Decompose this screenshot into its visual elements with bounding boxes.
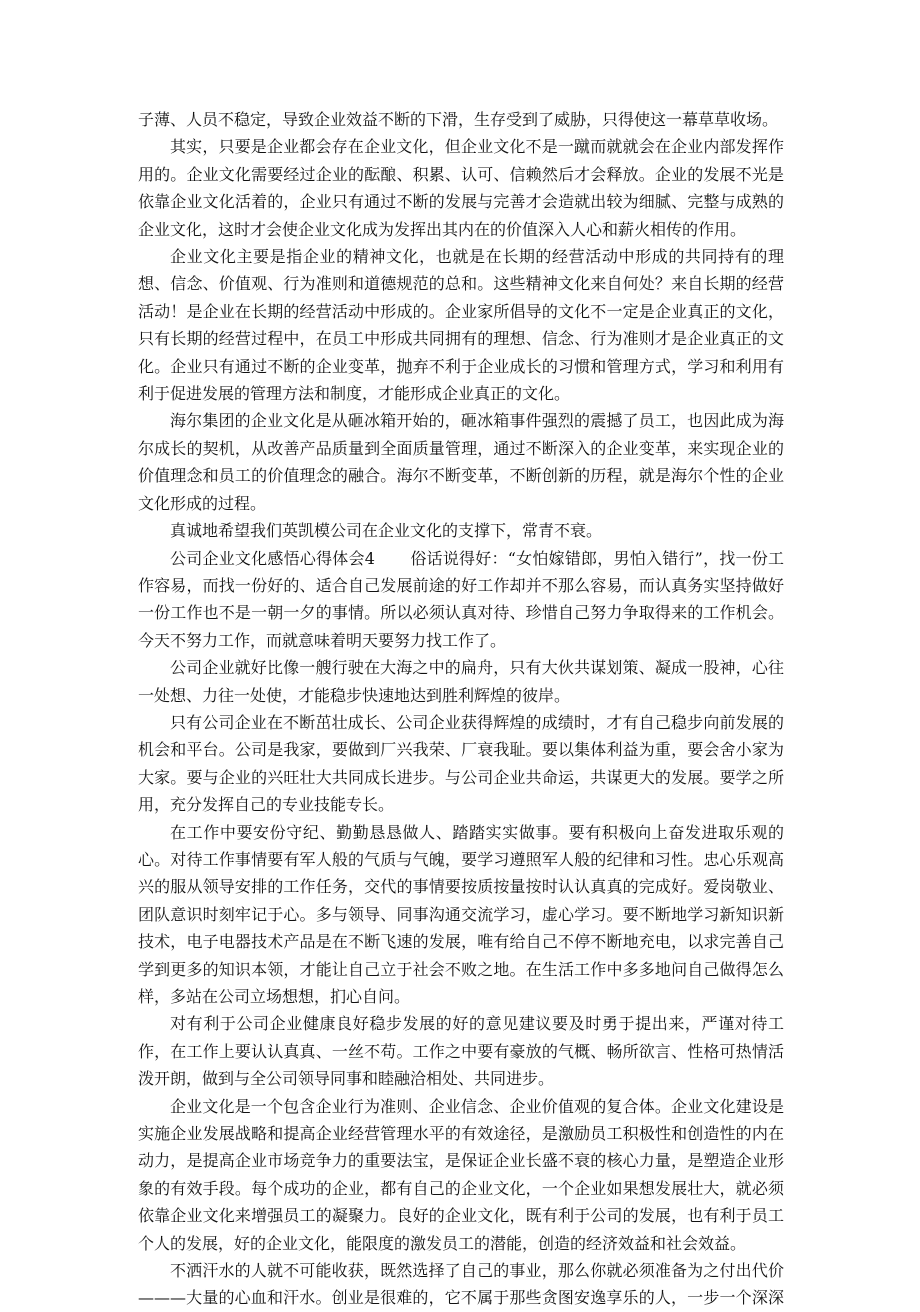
- paragraph-3: 企业文化主要是指企业的精神文化，也就是在长期的经营活动中形成的共同持有的理想、信念、价值观、行为准则和道德规范的总和。这些精神文化来自何处？来自长期的经营活动！是企业在长期的经营活动中形成的。企业家所倡导的文化不一定是企业真正的文化，只有长期的经营过程中，在员工中形成共同拥有的理想、信念、行为准则才是企业真正的文化。企业只有通过不断的企业变革，抛弃不利于企业成长的习惯和管理方式，学习和利用有利于促进发展的管理方法和制度，才能形成企业真正的文化。: [138, 247, 784, 404]
- paragraph-7: 公司企业就好比像一艘行驶在大海之中的扁舟，只有大伙共谋划策、凝成一股神，心往一处想、力往一处使，才能稳步快速地达到胜利辉煌的彼岸。: [138, 658, 784, 705]
- paragraph-6-text: 俗话说得好：“女怕嫁错郎，男怕入错行”，找一份工作容易，而找一份好的、适合自己发展前途的好工作却并不那么容易，而认真务实坚持做好一份工作也不是一朝一夕的事情。所以必须认真对待、珍惜自己努力争取得来的工作机会。今天不努力工作，而就意味着明天要努力找工作了。: [138, 548, 784, 650]
- paragraph-9: 在工作中要安份守纪、勤勤恳恳做人、踏踏实实做事。要有积极向上奋发进取乐观的心。对待工作事情要有军人般的气质与气魄，要学习遵照军人般的纪律和习性。忠心乐观高兴的服从领导安排的工作任务，交代的事情要按质按量按时认认真真的完成好。爱岗敬业、团队意识时刻牢记于心。多与领导、同事沟通交流学习，虚心学习。要不断地学习新知识新技术，电子电器技术产品是在不断飞速的发展，唯有给自己不停不断地充电，以求完善自己学到更多的知识本领，才能让自己立于社会不败之地。在生活工作中多多地问自己做得怎么样，多站在公司立场想想，扪心自问。: [138, 822, 784, 1006]
- paragraph-1: 子薄、人员不稳定，导致企业效益不断的下滑，生存受到了威胁，只得使这一幕草草收场。: [138, 110, 779, 129]
- paragraph-10: 对有利于公司企业健康良好稳步发展的好的意见建议要及时勇于提出来，严谨对待工作，在工作上要认认真真、一丝不苟。工作之中要有豪放的气概、畅所欲言、性格可热情活泼开朗，做到与全公司领导同事和睦融洽相处、共同进步。: [138, 1014, 784, 1089]
- paragraph-2: 其实，只要是企业都会存在企业文化，但企业文化不是一蹴而就就会在企业内部发挥作用的。企业文化需要经过企业的酝酿、积累、认可、信赖然后才会释放。企业的发展不光是依靠企业文化活着的，企业只有通过不断的发展与完善才会造就出较为细腻、完整与成熟的企业文化，这时才会使企业文化成为发挥出其内在的价值深入人心和薪火相传的作用。: [138, 137, 784, 239]
- document-page: [138, 106, 784, 1312]
- section-heading: 公司企业文化感悟心得体会4: [170, 548, 375, 568]
- paragraph-11: 企业文化是一个包含企业行为准则、企业信念、企业价值观的复合体。企业文化建设是实施企业发展战略和提高企业经营管理水平的有效途径，是激励员工积极性和创造性的内在动力，是提高企业市场竞争力的重要法宝，是保证企业长盛不衰的核心力量，是塑造企业形象的有效手段。每个成功的企业，都有自己的企业文化，一个企业如果想发展壮大，就必须依靠企业文化来增强员工的凝聚力。良好的企业文化，既有利于公司的发展，也有利于员工个人的发展，好的企业文化，能限度的激发员工的潜能，创造的经济效益和社会效益。: [138, 1096, 784, 1253]
- paragraph-5: 真诚地希望我们英凯模公司在企业文化的支撑下，常青不衰。: [170, 521, 603, 541]
- paragraph-6: [138, 545, 784, 655]
- paragraph-12: 不洒汗水的人就不可能收获，既然选择了自己的事业，那么你就必须准备为之付出代价———大量的心血和汗水。创业是很难的，它不属于那些贪图安逸享乐的人，一步一个深深: [138, 1261, 784, 1308]
- paragraph-4: 海尔集团的企业文化是从砸冰箱开始的，砸冰箱事件强烈的震撼了员工，也因此成为海尔成长的契机，从改善产品质量到全面质量管理，通过不断深入的企业变革，来实现企业的价值理念和员工的价值理念的融合。海尔不断变革，不断创新的历程，就是海尔个性的企业文化形成的过程。: [138, 411, 784, 513]
- paragraph-8: 只有公司企业在不断茁壮成长、公司企业获得辉煌的成绩时，才有自己稳步向前发展的机会和平台。公司是我家，要做到厂兴我荣、厂衰我耻。要以集体利益为重，要会舍小家为大家。要与企业的兴旺壮大共同成长进步。与公司企业共命运，共谋更大的发展。要学之所用，充分发挥自己的专业技能专长。: [138, 712, 784, 815]
